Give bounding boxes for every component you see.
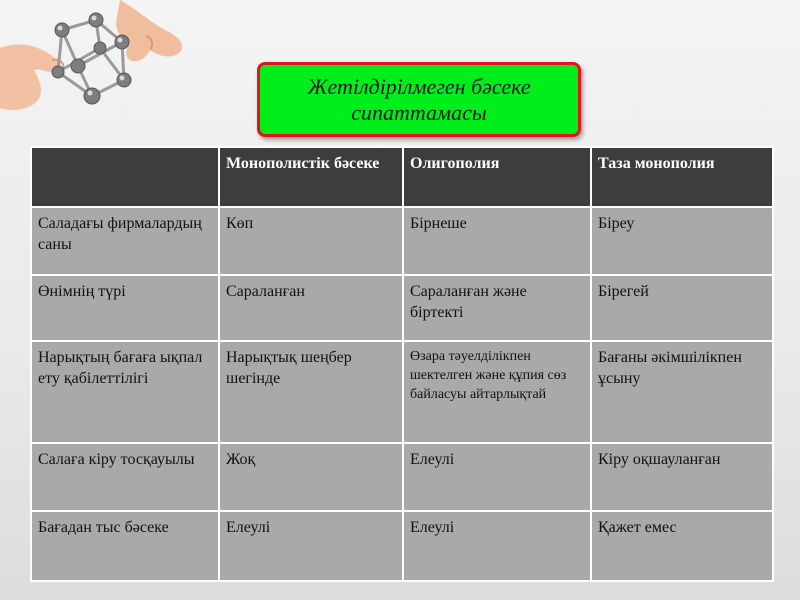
molecule-model-hands-icon (0, 0, 190, 130)
table-cell: Елеулі (220, 512, 402, 580)
header-monopolistic-competition: Монополистік бәсеке (220, 148, 402, 206)
header-oligopoly: Олигополия (404, 148, 590, 206)
table-cell: Біреу (592, 208, 772, 274)
table-row (32, 342, 772, 442)
table-row (32, 512, 772, 580)
row-label: Салаға кіру тосқауылы (32, 444, 218, 510)
table-cell: Елеулі (404, 512, 590, 580)
table-row (32, 276, 772, 340)
table-cell: Сараланған (220, 276, 402, 340)
row-label: Бағадан тыс бәсеке (32, 512, 218, 580)
table-header-row (32, 148, 772, 206)
table-cell: Елеулі (404, 444, 590, 510)
slide-title (257, 62, 581, 137)
title-line-1: Жетілдірілмеген бәсеке (307, 73, 531, 99)
row-label: Өнімнің түрі (32, 276, 218, 340)
row-label: Нарықтың бағаға ықпал ету қабілеттілігі (32, 342, 218, 442)
table-cell: Бірегей (592, 276, 772, 340)
table-cell: Көп (220, 208, 402, 274)
table-cell: Өзара тәуелділікпен шектелген және құпия сөз байласуы айтарлықтай (404, 342, 590, 442)
table-cell: Бағаны әкімшілікпен ұсыну (592, 342, 772, 442)
table-cell: Бірнеше (404, 208, 590, 274)
table-cell: Нарықтық шеңбер шегінде (220, 342, 402, 442)
title-line-2: сипаттамасы (351, 99, 487, 125)
header-pure-monopoly: Таза монополия (592, 148, 772, 206)
comparison-table (30, 146, 774, 582)
header-corner (32, 148, 218, 206)
table-row (32, 208, 772, 274)
table-cell: Кіру оқшауланған (592, 444, 772, 510)
table-cell: Сараланған және біртекті (404, 276, 590, 340)
table-cell: Жоқ (220, 444, 402, 510)
row-label: Саладағы фирмалардың саны (32, 208, 218, 274)
table-row (32, 444, 772, 510)
table-cell: Қажет емес (592, 512, 772, 580)
